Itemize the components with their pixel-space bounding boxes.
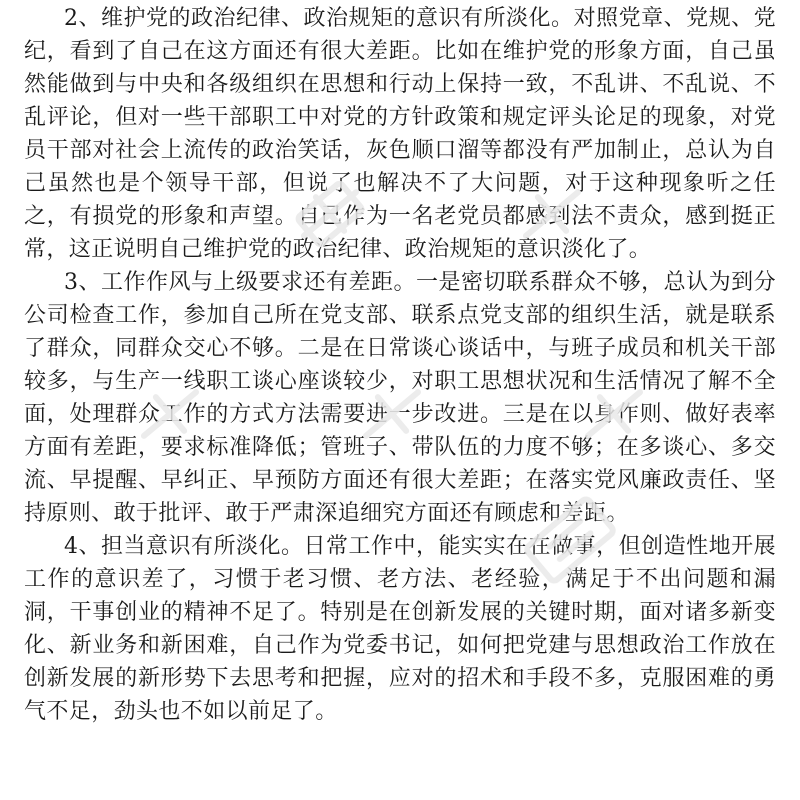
paragraph-item-4: 4、担当意识有所淡化。日常工作中，能实实在在做事，但创造性地开展工作的意识差了，习惯于老习惯、老方法、老经验，满足于不出问题和漏洞，干事创业的精神不足了。特别是在创新发展的关键时期，面对诸多新变化、新业务和新困难，自己作为党委书记，如何把党建与思想政治工作放在创新发展的新形势下去思考和把握，应对的招术和手段不多，克服困难的勇气不足，劲头也不如以前足了。 [24,534,776,724]
document-body [24,2,776,728]
paragraph-item-2: 2、维护党的政治纪律、政治规矩的意识有所淡化。对照党章、党规、党纪，看到了自己在这方面还有很大差距。比如在维护党的形象方面，自己虽然能做到与中央和各级组织在思想和行动上保持一致，不乱讲、不乱说、不乱评论，但对一些干部职工中对党的方针政策和规定评头论足的现象，对党员干部对社会上流传的政治笑话，灰色顺口溜等都没有严加制止，总认为自己虽然也是个领导干部，但说了也解决不了大问题，对于这种现象听之任之，有损党的形象和声望。自己作为一名老党员都感到法不责众，感到挺正常，这正说明自己维护党的政治纪律、政治规矩的意识淡化了。 [24,6,776,262]
paragraph-item-3: 3、工作作风与上级要求还有差距。一是密切联系群众不够，总认为到分公司检查工作，参加自己所在党支部、联系点党支部的组织生活，就是联系了群众，同群众交心不够。二是在日常谈心谈话中，与班子成员和机关干部较多，与生产一线职工谈心座谈较少，对职工思想状况和生活情况了解不全面，处理群众工作的方式方法需要进一步改进。三是在以身作则、做好表率方面有差距，要求标准降低；管班子、带队伍的力度不够；在多谈心、多交流、早提醒、早纠正、早预防方面还有很大差距；在落实党风廉政责任、坚持原则、敢于批评、敢于严肃深追细究方面还有顾虑和差距。 [24,270,776,526]
